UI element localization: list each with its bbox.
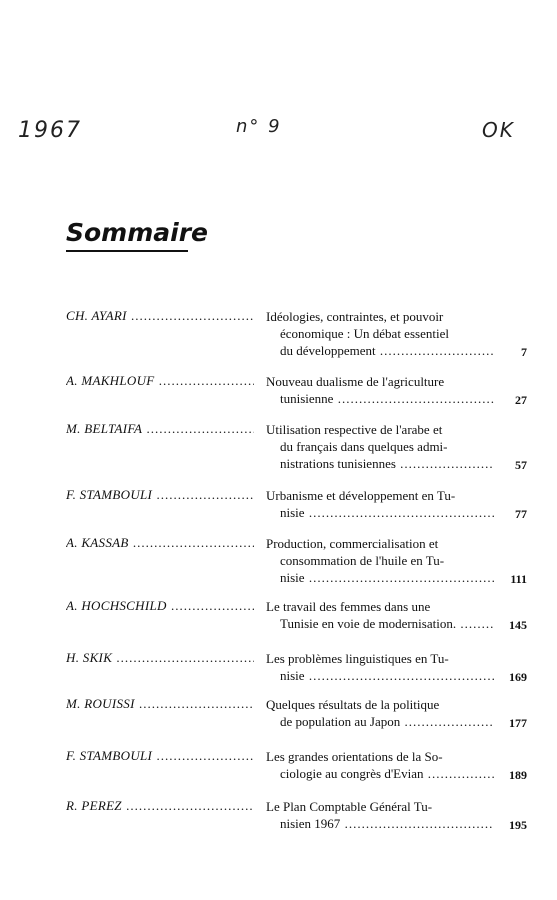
toc-title-line: Les problèmes linguistiques en Tu-: [266, 651, 449, 666]
toc-page-number: 195: [509, 818, 527, 832]
toc-author: M. ROUISSI .....: [66, 696, 254, 712]
toc-title-line: Production, commercialisation et: [266, 536, 439, 551]
toc-article-title: [266, 748, 494, 782]
page-title: Sommaire: [66, 218, 209, 247]
handwritten-ok-mark: OK: [482, 118, 515, 142]
toc-article-title: [266, 373, 494, 407]
toc-title-line: Le travail des femmes dans une: [266, 599, 431, 614]
toc-article-title: [266, 650, 494, 684]
toc-author: CH. AYARI .....: [66, 308, 254, 324]
toc-page-number: 145: [509, 618, 527, 632]
toc-page-number: 77: [515, 507, 527, 521]
toc-title-line: du français dans quelques admi-: [280, 439, 448, 454]
toc-author: M. BELTAIFA .....: [66, 421, 254, 437]
toc-title-line: économique : Un débat essentiel: [280, 326, 449, 341]
toc-page-number: 169: [509, 670, 527, 684]
toc-title-line: nisie .....: [266, 504, 494, 521]
toc-article-title: [266, 535, 494, 586]
toc-page-number: 111: [510, 572, 527, 586]
toc-title-line: consommation de l'huile en Tu-: [280, 553, 445, 568]
toc-title-line: nisie .....: [266, 569, 494, 586]
toc-title-line: Idéologies, contraintes, et pouvoir: [266, 309, 444, 324]
toc-title-line: nisien 1967 .....: [266, 815, 494, 832]
toc-title-line: nistrations tunisiennes .....: [266, 455, 494, 472]
toc-title-line: Utilisation respective de l'arabe et: [266, 422, 443, 437]
toc-article-title: [266, 798, 494, 832]
toc-article-title: [266, 598, 494, 632]
toc-author: A. HOCHSCHILD .....: [66, 598, 254, 614]
toc-author: R. PEREZ .....: [66, 798, 254, 814]
toc-title-line: Quelques résultats de la politique: [266, 697, 440, 712]
title-underline: [66, 250, 188, 252]
handwritten-issue-number: n° 9: [236, 116, 282, 137]
toc-article-title: [266, 487, 494, 521]
toc-title-line: ciologie au congrès d'Evian .....: [266, 765, 494, 782]
toc-title-line: nisie .....: [266, 667, 494, 684]
toc-title-line: Le Plan Comptable Général Tu-: [266, 799, 433, 814]
toc-author: F. STAMBOULI .....: [66, 487, 254, 503]
handwritten-year: 1967: [18, 118, 82, 143]
toc-author: A. KASSAB .....: [66, 535, 254, 551]
toc-title-line: Tunisie en voie de modernisation. .....: [266, 615, 494, 632]
toc-author: A. MAKHLOUF .....: [66, 373, 254, 389]
toc-page-number: 189: [509, 768, 527, 782]
toc-page-number: 27: [515, 393, 527, 407]
toc-title-line: de population au Japon .....: [266, 713, 494, 730]
toc-title-line: tunisienne .....: [266, 390, 494, 407]
toc-title-line: Urbanisme et développement en Tu-: [266, 488, 456, 503]
toc-author: F. STAMBOULI .....: [66, 748, 254, 764]
toc-page-number: 57: [515, 458, 527, 472]
toc-author: H. SKIK .....: [66, 650, 254, 666]
toc-page-number: 7: [521, 345, 527, 359]
toc-article-title: [266, 421, 494, 472]
toc-article-title: [266, 308, 494, 359]
toc-article-title: [266, 696, 494, 730]
toc-title-line: du développement .....: [266, 342, 494, 359]
toc-page-number: 177: [509, 716, 527, 730]
toc-title-line: Les grandes orientations de la So-: [266, 749, 443, 764]
toc-title-line: Nouveau dualisme de l'agriculture: [266, 374, 445, 389]
